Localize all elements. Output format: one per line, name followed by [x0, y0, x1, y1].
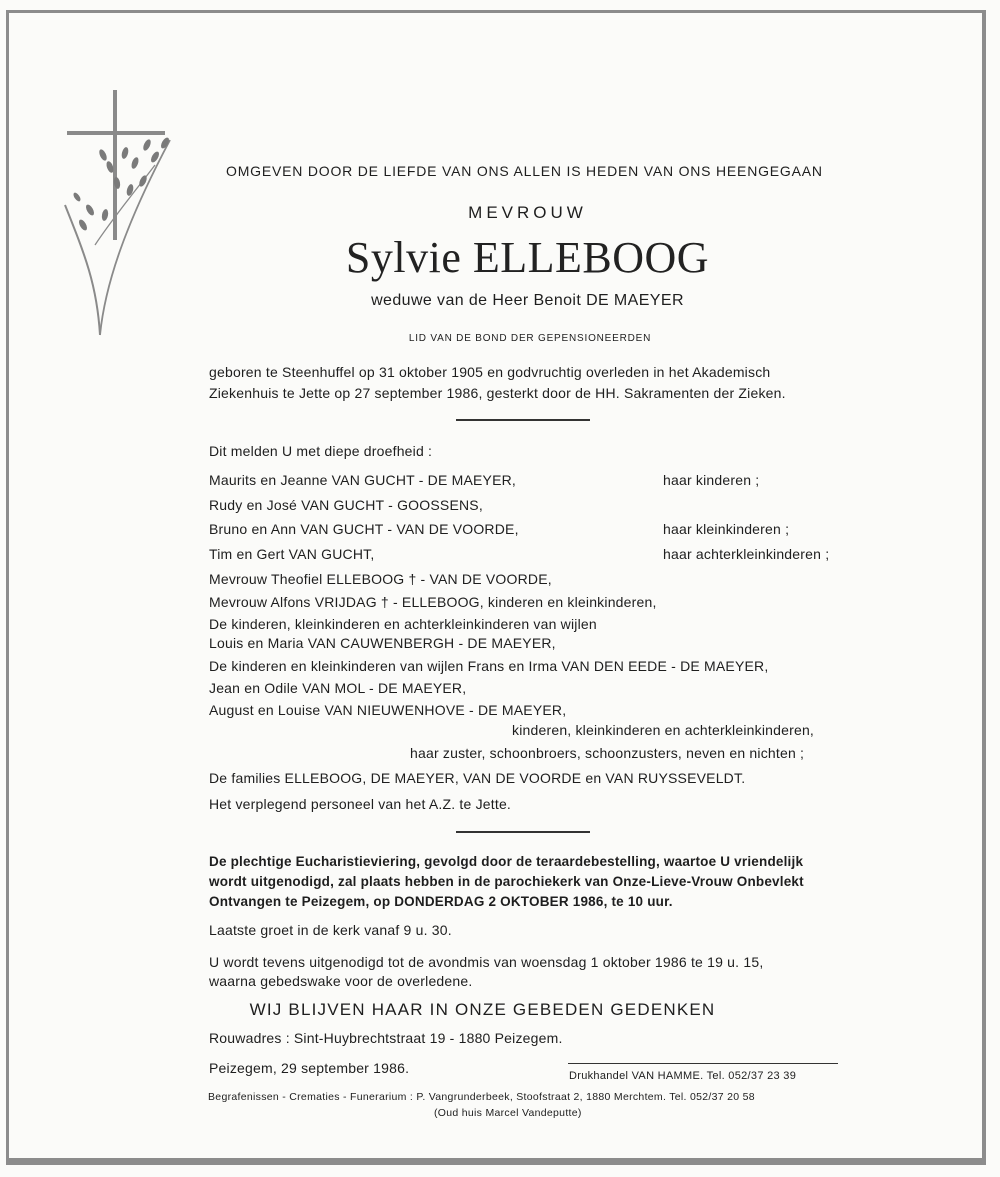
vigil-line-2: waarna gebedswake voor de overledene. [209, 973, 473, 989]
vigil-line-1: U wordt tevens uitgenodigd tot de avondmis van woensdag 1 oktober 1986 te 19 u. 15, [209, 954, 764, 970]
mourners-intro: Dit melden U met diepe droefheid : [209, 443, 433, 459]
widow-of-line: weduwe van de Heer Benoit DE MAEYER [371, 292, 684, 309]
printer-line: Drukhandel VAN HAMME. Tel. 052/37 23 39 [569, 1070, 797, 1082]
extended-family-line: De kinderen en kleinkinderen van wijlen Frans en Irma VAN DEN EEDE - DE MAEYER, [209, 658, 769, 674]
announcement-header: OMGEVEN DOOR DE LIEFDE VAN ONS ALLEN IS HEDEN VAN ONS HEENGEGAAN [226, 163, 823, 179]
deceased-title: MEVROUW [468, 203, 587, 222]
last-greeting: Laatste groet in de kerk vanaf 9 u. 30. [209, 922, 452, 938]
extended-family-line: Louis en Maria VAN CAUWENBERGH - DE MAEYER, [209, 635, 556, 651]
divider [456, 831, 590, 833]
mourner-name: Rudy en José VAN GUCHT - GOOSSENS, [209, 497, 483, 513]
mourner-relation: haar kleinkinderen ; [663, 521, 790, 537]
signature-rule [568, 1063, 838, 1064]
mourner-relation: haar kinderen ; [663, 472, 760, 488]
funeral-home-line: Begrafenissen - Crematies - Funerarium : P. Vangrunderbeek, Stoofstraat 2, 1880 Merchtem. Tel. 052/37 20 58 [208, 1091, 755, 1103]
birth-death-line-2: Ziekenhuis te Jette op 27 september 1986, gesterkt door de HH. Sakramenten der Zieken. [209, 385, 786, 401]
ceremony-line-3: Ontvangen te Peizegem, op DONDERDAG 2 OKTOBER 1986, te 10 uur. [209, 894, 673, 909]
remembrance-line: WIJ BLIJVEN HAAR IN ONZE GEBEDEN GEDENKEN [249, 1000, 716, 1019]
place-date: Peizegem, 29 september 1986. [209, 1060, 410, 1076]
mourner-name: Maurits en Jeanne VAN GUCHT - DE MAEYER, [209, 472, 517, 488]
mourner-name: Tim en Gert VAN GUCHT, [209, 546, 375, 562]
extended-family-relation: haar zuster, schoonbroers, schoonzusters, neven en nichten ; [410, 745, 805, 761]
deceased-name: Sylvie ELLEBOOG [345, 233, 710, 282]
membership-line: LID VAN DE BOND DER GEPENSIONEERDEN [408, 333, 652, 344]
extended-family-line: De kinderen, kleinkinderen en achterkleinkinderen van wijlen [209, 616, 597, 632]
birth-death-line-1: geboren te Steenhuffel op 31 oktober 1905 en godvruchtig overleden in het Akademisch [209, 364, 771, 380]
old-house-line: (Oud huis Marcel Vandeputte) [434, 1107, 582, 1119]
extended-family-line: August en Louise VAN NIEUWENHOVE - DE MAEYER, [209, 702, 567, 718]
extended-family-line: Mevrouw Alfons VRIJDAG † - ELLEBOOG, kinderen en kleinkinderen, [209, 594, 657, 610]
extended-family-line: Jean en Odile VAN MOL - DE MAEYER, [209, 680, 467, 696]
mourning-address: Rouwadres : Sint-Huybrechtstraat 19 - 1880 Peizegem. [209, 1030, 563, 1046]
divider [456, 419, 590, 421]
mourner-relation: haar achterkleinkinderen ; [663, 546, 830, 562]
families-line: De families ELLEBOOG, DE MAEYER, VAN DE VOORDE en VAN RUYSSEVELDT. [209, 770, 746, 786]
extended-family-relation: kinderen, kleinkinderen en achterkleinkinderen, [512, 722, 815, 738]
extended-family-line: Mevrouw Theofiel ELLEBOOG † - VAN DE VOORDE, [209, 571, 552, 587]
ceremony-line-2: wordt uitgenodigd, zal plaats hebben in de parochiekerk van Onze-Lieve-Vrouw Onbevlekt [209, 874, 804, 889]
mourner-name: Bruno en Ann VAN GUCHT - VAN DE VOORDE, [209, 521, 519, 537]
staff-line: Het verplegend personeel van het A.Z. te Jette. [209, 796, 512, 812]
ceremony-line-1: De plechtige Eucharistieviering, gevolgd door de teraardebestelling, waartoe U vriendelijk [209, 854, 804, 869]
